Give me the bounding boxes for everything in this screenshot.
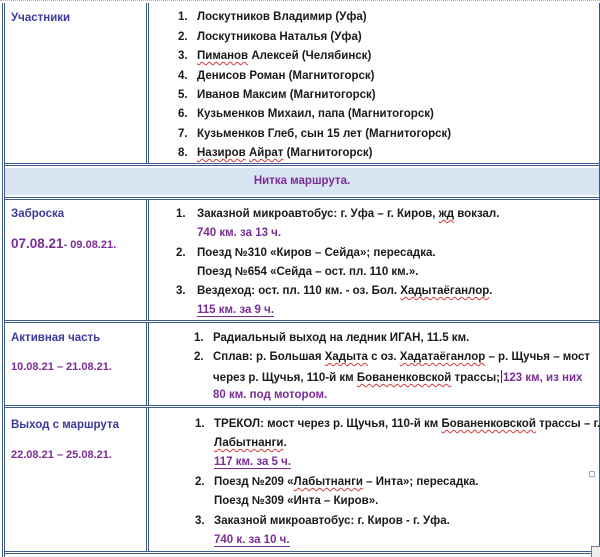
- misspelled-word: Айрат: [248, 147, 284, 159]
- active-item-line2: через р. Щучья, 110-й км Бованенковской трассы; 123 км, из них: [213, 372, 583, 384]
- participant-item: Лоскутникова Наталья (Уфа): [197, 31, 362, 43]
- participants-list: [152, 3, 599, 163]
- list-number: 2.: [195, 476, 205, 488]
- participants-label-cell: [5, 3, 149, 163]
- list-number: 1.: [178, 11, 188, 23]
- misspelled-word: Бованенковской: [356, 372, 452, 384]
- active-list: [152, 323, 599, 405]
- window-resize-corner[interactable]: [591, 546, 600, 557]
- misspelled-word: Хадатаёганлор: [399, 351, 486, 363]
- list-number: 1.: [194, 332, 204, 344]
- distance-text: 117 км. за 5 ч.: [214, 456, 292, 468]
- active-item: Сплав: р. Большая Хадыта с оз. Хадатаёганлор – р. Щучья – мост: [213, 351, 591, 363]
- participant-item: Иванов Максим (Магнитогорск): [197, 89, 376, 101]
- exit-label: Выход с маршрута: [11, 419, 119, 431]
- misspelled-word: Хадыта: [324, 351, 368, 363]
- participant-item: Лоскутников Владимир (Уфа): [197, 11, 367, 23]
- zabroska-row: [5, 200, 599, 323]
- active-row: [5, 323, 599, 408]
- participant-item-rest: Алексей (Челябинск): [248, 50, 372, 62]
- misspelled-word: Лабытнанги: [293, 476, 363, 488]
- zabroska-item: Поезд №310 «Киров – Сейда»; пересадка.: [197, 247, 436, 259]
- list-number: 8.: [178, 147, 188, 159]
- participant-item: Кузьменков Михаил, папа (Магнитогорск): [197, 108, 434, 120]
- list-number: 3.: [176, 285, 186, 297]
- zabroska-item: Вездеход: ост. пл. 110 км. - оз. Бол. Хадытаёганлор.: [197, 285, 493, 297]
- exit-item: ТРЕКОЛ: мост через р. Щучья, 110-й км Бованенковской трассы – г.: [214, 418, 600, 430]
- zabroska-item-line2: Поезд №654 «Сейда – ост. пл. 110 км.».: [197, 266, 419, 278]
- participant-item: Денисов Роман (Магнитогорск): [197, 70, 375, 82]
- distance-text: 740 км. за 13 ч.: [197, 227, 282, 239]
- route-table: [2, 3, 600, 557]
- participants-row: [5, 3, 599, 166]
- misspelled-word: Пиманов: [197, 50, 249, 62]
- exit-list: [152, 408, 599, 551]
- route-header-title: Нитка маршрута.: [253, 175, 351, 187]
- exit-item-line2: Поезд №309 «Инта – Киров».: [214, 495, 379, 507]
- zabroska-label: Заброска: [11, 208, 65, 220]
- list-number: 1.: [195, 418, 205, 430]
- exit-item: Поезд №209 «Лабытнанги – Инта»; пересадка.: [214, 476, 479, 488]
- list-number: 3.: [195, 515, 205, 527]
- exit-item-line2: Лабытнанги.: [214, 437, 287, 449]
- active-label-cell: [5, 323, 149, 405]
- list-number: 4.: [178, 70, 188, 82]
- active-dates: 10.08.21 – 21.08.21.: [11, 361, 112, 373]
- list-number: 7.: [178, 128, 188, 140]
- route-header-row: [5, 166, 599, 200]
- exit-item: Заказной микроавтобус: г. Киров - г. Уфа.: [214, 515, 450, 527]
- misspelled-word: Лабытнанги: [214, 437, 284, 449]
- list-number: 5.: [178, 89, 188, 101]
- list-number: 2.: [176, 247, 186, 259]
- participant-item: Кузьменков Глеб, сын 15 лет (Магнитогорск): [197, 128, 452, 140]
- distance-text: 123 км, из них: [503, 372, 583, 384]
- text-cursor: [501, 370, 502, 383]
- exit-label-cell: [5, 408, 149, 551]
- route-header-band: [5, 168, 599, 195]
- active-label: Активная часть: [11, 332, 101, 344]
- participant-item: [197, 50, 371, 62]
- exit-row: [5, 408, 599, 554]
- misspelled-word: жд: [438, 208, 455, 220]
- zabroska-item: Заказной микроавтобус: г. Уфа – г. Киров, жд вокзал.: [197, 208, 500, 220]
- zabroska-label-cell: [5, 200, 149, 320]
- distance-text: 80 км. под мотором.: [213, 389, 328, 401]
- misspelled-word: Назиров: [197, 147, 246, 159]
- distance-text: 740 к. за 10 ч.: [214, 534, 290, 546]
- active-item: Радиальный выход на ледник ИГАН, 11.5 км.: [213, 332, 470, 344]
- list-number: 2.: [178, 31, 188, 43]
- participant-item: Назиров Айрат (Магнитогорск): [197, 147, 373, 159]
- list-number: 1.: [176, 208, 186, 220]
- misspelled-word: Бованенковской: [441, 418, 536, 430]
- list-number: 3.: [178, 50, 188, 62]
- zabroska-list: [152, 200, 599, 320]
- exit-dates: 22.08.21 – 25.08.21.: [11, 449, 112, 461]
- table-resize-handle[interactable]: [589, 471, 595, 477]
- zabroska-dates: 07.08.21- 09.08.21.: [11, 236, 117, 251]
- list-number: 2.: [194, 351, 204, 363]
- participants-label: Участники: [11, 12, 71, 24]
- distance-text: 115 км. за 9 ч.: [197, 304, 275, 316]
- list-number: 6.: [178, 108, 188, 120]
- misspelled-word: Хадытаёганлор: [400, 285, 490, 297]
